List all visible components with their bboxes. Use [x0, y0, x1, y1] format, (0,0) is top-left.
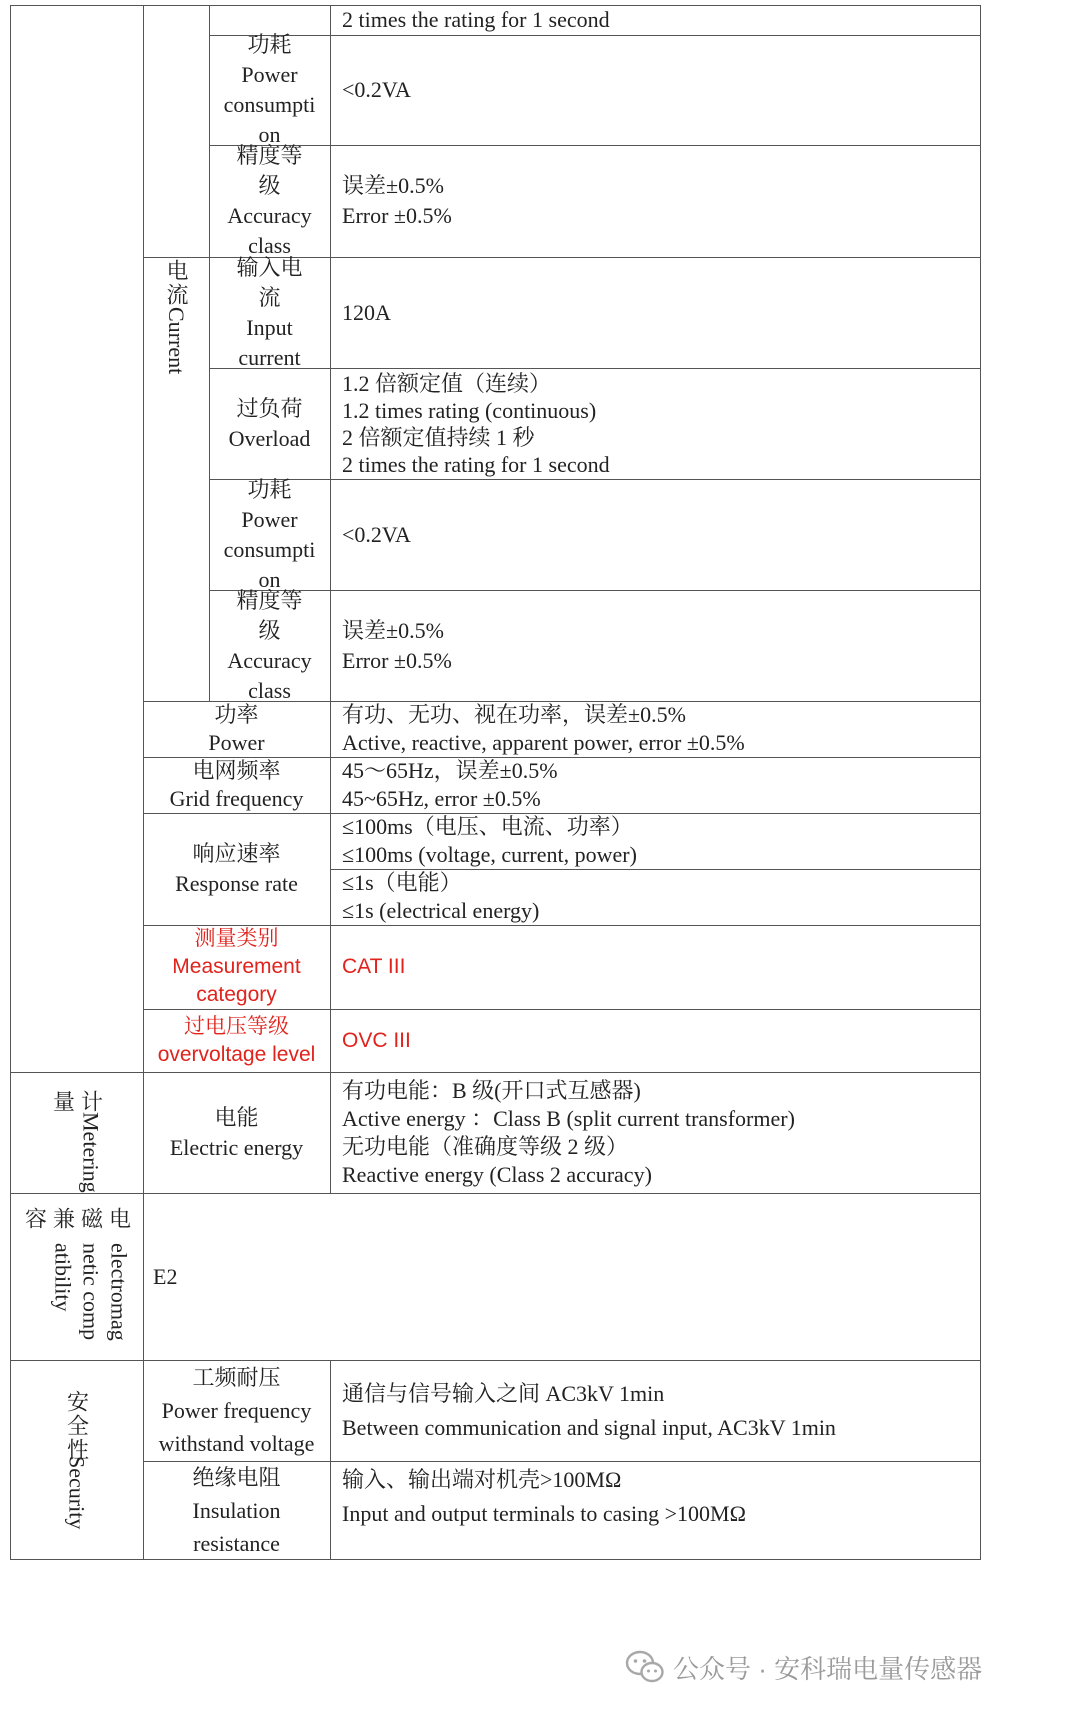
- grid-frequency-value: 45～65Hz，误差±0.5% 45~65Hz, error ±0.5%: [342, 758, 558, 811]
- current-group-label: [143, 257, 209, 701]
- current-label-cn: 电流: [164, 259, 189, 307]
- top-power-consumption-label: 功耗 Power consumpti on: [223, 32, 316, 147]
- power-label: 功率 Power: [208, 702, 265, 755]
- wechat-icon: [625, 1650, 665, 1684]
- top-accuracy-value: 误差±0.5% Error ±0.5%: [342, 173, 452, 228]
- overvoltage-level-value: OVC III: [342, 1028, 411, 1052]
- emc-value: E2: [153, 1263, 178, 1289]
- top-power-consumption-value: <0.2VA: [342, 77, 411, 102]
- top-accuracy-label: 精度等 级 Accuracy class: [227, 143, 312, 258]
- emc-label-en: electromagnetic compatibility: [50, 1243, 132, 1341]
- measurement-category-value: CAT III: [342, 955, 406, 978]
- response-rate-value-b: ≤1s（电能） ≤1s (electrical energy): [342, 870, 540, 923]
- metering-group-label: [10, 1072, 143, 1193]
- grid-frequency-label: 电网频率 Grid frequency: [169, 758, 304, 811]
- response-rate-label: 响应速率 Response rate: [175, 841, 298, 896]
- input-current-value: 120A: [342, 299, 391, 325]
- metering-label-cn: 计量: [50, 1090, 104, 1114]
- response-rate-value-a: ≤100ms（电压、电流、功率） ≤100ms (voltage, current, power): [342, 814, 637, 867]
- overvoltage-level-label: 过电压等级 overvoltage level: [157, 1014, 316, 1066]
- security-label-cn: 安全性: [64, 1389, 90, 1462]
- electric-energy-label: 电能 Electric energy: [169, 1104, 304, 1160]
- current-label-en: Current: [164, 307, 189, 375]
- overload-value: 1.2 倍额定值（连续） 1.2 times rating (continuous) 2 倍额定值持续 1 秒 2 times the rating for 1 second: [342, 370, 610, 477]
- emc-group-label: [10, 1193, 143, 1360]
- metering-label-en: Metering: [78, 1112, 104, 1193]
- input-current-label: 输入电 流 Input current: [236, 254, 303, 370]
- insulation-resistance-value: 输入、输出端对机壳>100MΩ Input and output terminals to casing >100MΩ: [342, 1467, 746, 1526]
- power-value: 有功、无功、视在功率，误差±0.5% Active, reactive, apparent power, error ±0.5%: [342, 702, 745, 755]
- measurement-category-label: 测量类别 Measurement category: [172, 927, 301, 1006]
- watermark-text: 公众号 · 安科瑞电量传感器: [673, 1653, 983, 1684]
- emc-label-cn: 电磁兼容: [22, 1207, 132, 1230]
- security-label-en: Security: [64, 1455, 90, 1530]
- accuracy-label: 精度等 级 Accuracy class: [227, 587, 312, 703]
- overload-label: 过负荷 Overload: [228, 395, 311, 451]
- power-consumption-value: <0.2VA: [342, 521, 411, 547]
- withstand-voltage-label: 工频耐压 Power frequency withstand voltage: [158, 1365, 315, 1456]
- electric-energy-value: 有功电能：B 级(开口式互感器) Active energy ：Class B (split current transformer) 无功电能（准确度等级 2 级） Reactive energy (Class 2 accuracy): [342, 1077, 795, 1187]
- power-consumption-label: 功耗 Power consumpti on: [223, 476, 316, 592]
- withstand-voltage-value: 通信与信号输入之间 AC3kV 1min Between communication and signal input, AC3kV 1min: [342, 1380, 836, 1440]
- accuracy-value: 误差±0.5% Error ±0.5%: [342, 617, 452, 673]
- top-overload-tail: 2 times the rating for 1 second: [342, 7, 610, 32]
- insulation-resistance-label: 绝缘电阻 Insulation resistance: [192, 1464, 281, 1556]
- watermark: [625, 1645, 982, 1689]
- security-group-label: [10, 1360, 143, 1559]
